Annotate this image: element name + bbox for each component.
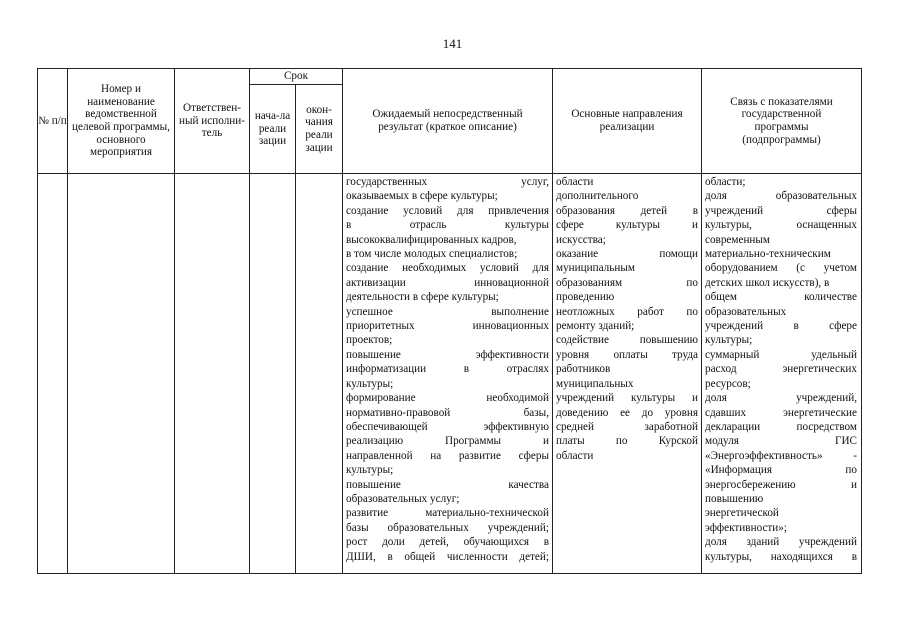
text-line: доля образовательных xyxy=(705,190,857,203)
text-line: образовательных xyxy=(705,305,787,318)
text-line: модуля ГИС xyxy=(705,435,857,448)
text-line: учреждений сферы xyxy=(705,204,857,217)
text-line: успешное выполнение xyxy=(346,305,549,318)
text-line: декларации посредством xyxy=(705,420,857,433)
text-line: образовательных услуг; xyxy=(346,492,460,505)
text-line: суммарный удельный xyxy=(705,348,857,361)
header-term: Срок xyxy=(283,70,309,83)
text-line: детских школ искусств), в xyxy=(705,276,830,289)
text-line: обеспечивающей эффективную xyxy=(346,420,549,433)
header-result: Ожидаемый непосредственный результат (краткое описание) xyxy=(372,108,523,133)
text-line: культуры, оснащенных xyxy=(705,219,857,232)
text-line: повышение качества xyxy=(346,478,549,491)
text-line: энергосбережению и xyxy=(705,478,857,491)
text-line: современным xyxy=(705,233,771,246)
text-line: доля учреждений, xyxy=(705,392,857,405)
text-line: нормативно-правовой базы, xyxy=(346,406,549,419)
text-line: платы по Курской xyxy=(556,435,698,448)
text-line: оказываемых в сфере культуры; xyxy=(346,190,498,203)
text-line: образованиям по xyxy=(556,276,698,289)
header-term-start: нача-ла реали зации xyxy=(254,110,291,148)
text-line: содействие повышению xyxy=(556,334,698,347)
text-line: муниципальным xyxy=(556,262,635,275)
text-line: области; xyxy=(705,176,746,188)
text-line: государственных услуг, xyxy=(346,176,549,188)
text-line: образования детей в xyxy=(556,204,698,217)
result-cell xyxy=(346,175,549,564)
text-line: доля зданий учреждений xyxy=(705,536,857,549)
text-line: проектов; xyxy=(346,334,393,347)
text-line: оказание помощи xyxy=(556,248,698,261)
text-line: высококвалифицированных кадров, xyxy=(346,233,517,246)
text-line: в отрасль культуры xyxy=(346,219,549,232)
text-line: культуры, находящихся в xyxy=(705,550,857,563)
text-line: ремонту зданий; xyxy=(556,320,635,333)
text-line: уровня оплаты труда xyxy=(556,348,698,361)
text-line: культуры; xyxy=(346,377,394,390)
header-directions: Основные направления реализации xyxy=(571,108,683,133)
text-line: рост доли детей, обучающихся в xyxy=(346,536,549,549)
header-responsible: Ответствен-ный исполни-тель xyxy=(179,102,245,140)
text-line: учреждений в сфере xyxy=(705,320,857,333)
text-line: муниципальных xyxy=(556,377,634,390)
text-line: средней заработной xyxy=(556,420,698,433)
text-line: в том числе молодых специалистов; xyxy=(346,248,518,261)
text-line: базы образовательных учреждений; xyxy=(346,521,549,534)
text-line: культуры; xyxy=(346,464,394,477)
text-line: развитие материально-технической xyxy=(346,507,549,520)
text-line: ДШИ, в общей численности детей; xyxy=(346,550,549,563)
header-num: № п/п xyxy=(38,114,67,127)
text-line: искусства; xyxy=(556,233,606,246)
text-line: «Информация по xyxy=(705,464,857,477)
page-number: 141 xyxy=(442,36,463,51)
table-border-right xyxy=(861,68,862,574)
table-border-bottom xyxy=(37,573,862,574)
directions-cell xyxy=(556,175,698,463)
text-line: повышению xyxy=(705,492,764,505)
text-line: общем количестве xyxy=(705,291,857,304)
text-line: приоритетных инновационных xyxy=(346,320,549,333)
text-line: сфере культуры и xyxy=(556,219,698,232)
link-cell xyxy=(705,175,857,564)
text-line: материально-техническим xyxy=(705,248,831,261)
text-line: реализацию Программы и xyxy=(346,435,549,448)
text-line: направленной на развитие сферы xyxy=(346,449,549,462)
text-line: создание необходимых условий для xyxy=(346,262,549,275)
text-line: работников xyxy=(556,363,611,376)
text-line: формирование необходимой xyxy=(346,392,549,405)
text-line: деятельности в сфере культуры; xyxy=(346,291,499,304)
text-line: области xyxy=(556,176,594,188)
text-line: культуры; xyxy=(705,334,753,347)
text-line: повышение эффективности xyxy=(346,348,549,361)
text-line: информатизации в отраслях xyxy=(346,363,549,376)
text-line: неотложных работ по xyxy=(556,305,698,318)
text-line: проведению xyxy=(556,291,615,304)
text-line: расход энергетических xyxy=(705,363,857,376)
header-term-end: окон-чания реали зации xyxy=(305,103,333,154)
program-table xyxy=(37,68,862,574)
text-line: оборудованием (с учетом xyxy=(705,262,857,275)
header-separator xyxy=(37,173,862,174)
text-line: области xyxy=(556,449,594,462)
header-link: Связь с показателями государственной программы (подпрограммы) xyxy=(730,95,833,146)
text-line: сдавших энергетические xyxy=(705,406,857,419)
text-line: ресурсов; xyxy=(705,377,751,390)
text-line: эффективности»; xyxy=(705,521,787,534)
header-program: Номер и наименование ведомственной целевой программы, основного мероприятия xyxy=(72,83,170,159)
text-line: энергетической xyxy=(705,507,779,520)
text-line: «Энергоэффективность» - xyxy=(705,449,857,462)
text-line: активизации инновационной xyxy=(346,276,549,289)
text-line: создание условий для привлечения xyxy=(346,204,549,217)
text-line: доведению ее до уровня xyxy=(556,406,698,419)
text-line: учреждений культуры и xyxy=(556,392,698,405)
text-line: дополнительного xyxy=(556,190,639,203)
